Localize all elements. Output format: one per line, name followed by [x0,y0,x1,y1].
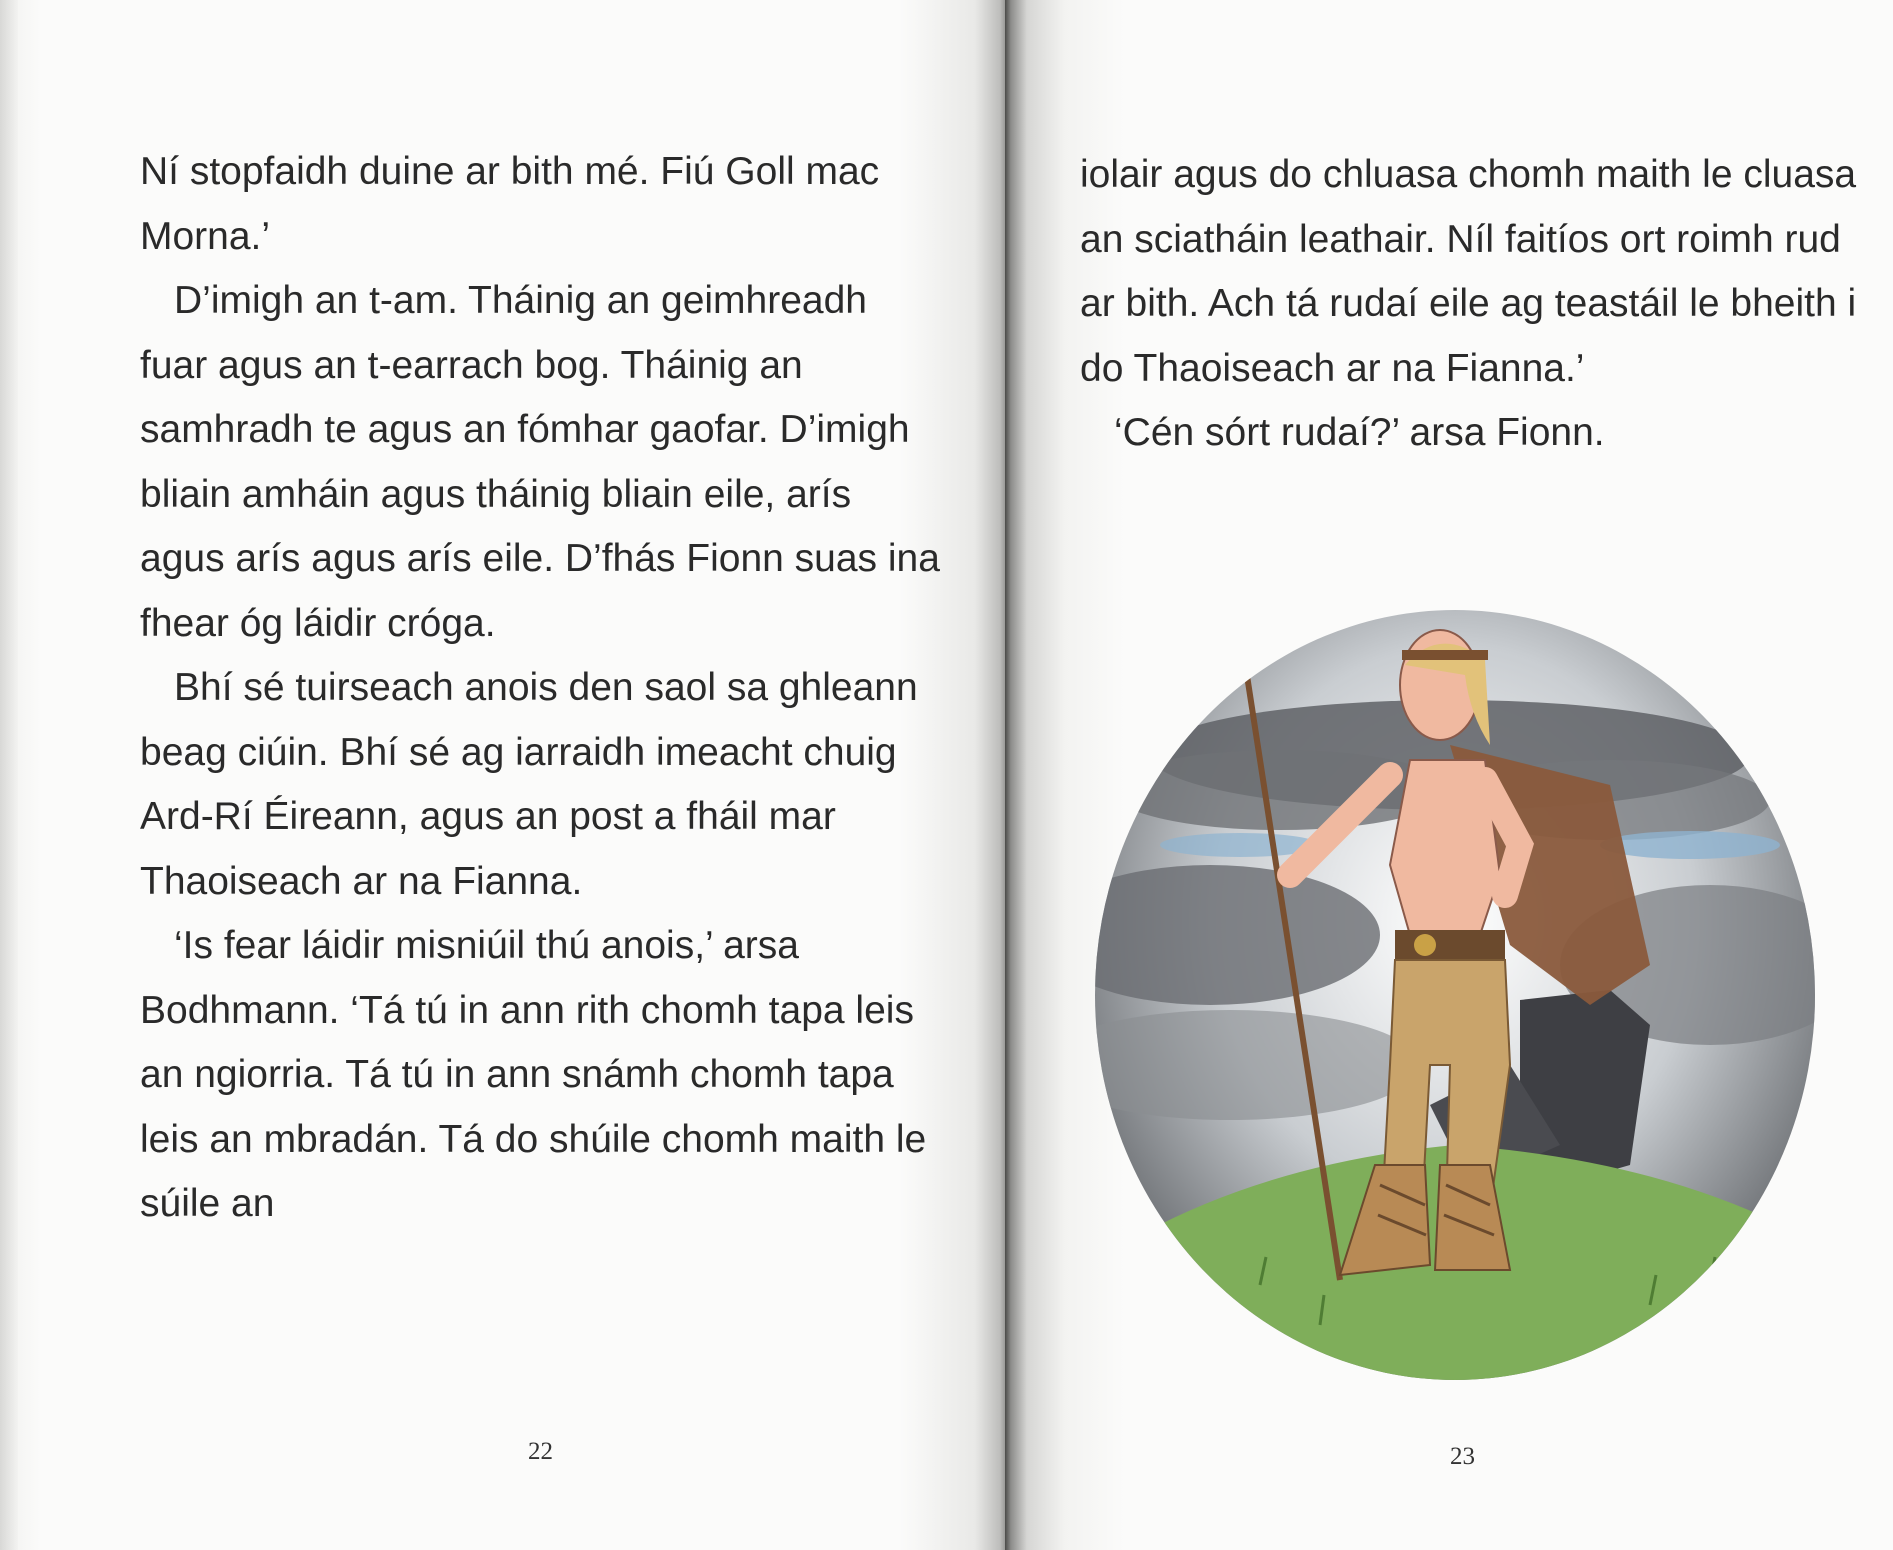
paragraph: D’imigh an t-am. Tháinig an geimhreadh fuar agus an t-earrach bog. Tháinig an samhradh te agus an fómhar gaofar. D’imigh bliain amháin agus tháinig bliain eile, arís agus arís agus arís eile. D’fhás Fionn suas ina fhear óg láidir cróga. [140,279,940,645]
left-page-text [140,140,940,1237]
page-edge [0,0,18,1550]
page-number: 23 [1450,1443,1475,1470]
paragraph: ‘Cén sórt rudaí?’ arsa Fionn. [1114,411,1605,454]
belt [1395,930,1505,960]
warrior-illustration [1090,545,1820,1380]
belt-buckle [1414,934,1436,956]
paragraph: iolair agus do chluasa chomh maith le cluasa an sciatháin leathair. Níl faitíos ort roimh rud ar bith. Ach tá rudaí eile ag teastáil le bheith i do Thaoiseach ar na Fianna.’ [1080,153,1857,390]
spear-head [1220,555,1242,637]
right-page-text [1080,143,1860,466]
paragraph: ‘Is fear láidir misniúil thú anois,’ arsa Bodhmann. ‘Tá tú in ann rith chomh tapa leis an ngiorria. Tá tú in ann snámh chomh tapa leis an mbradán. Tá do shúile chomh maith le súile an [140,924,927,1225]
page-number: 22 [528,1438,553,1465]
paragraph: Ní stopfaidh duine ar bith mé. Fiú Goll mac Morna.’ [140,150,880,258]
headband [1402,650,1488,660]
paragraph: Bhí sé tuirseach anois den saol sa ghleann beag ciúin. Bhí sé ag iarraidh imeacht chuig Ard-Rí Éireann, agus an post a fháil mar Thaoiseach ar na Fianna. [140,666,918,903]
sky-patch [1600,831,1780,859]
